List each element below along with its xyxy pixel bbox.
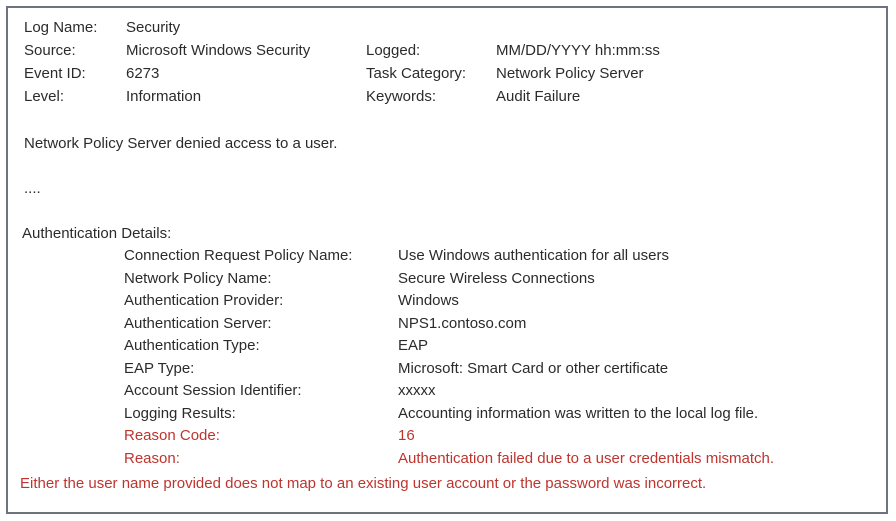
detail-value: Secure Wireless Connections bbox=[398, 269, 595, 287]
reason-explanation-text: Either the user name provided does not map to an existing user account or the password was incorrect. bbox=[20, 475, 707, 492]
keywords-value: Audit Failure bbox=[496, 88, 581, 105]
authentication-details-list bbox=[24, 245, 876, 470]
detail-row-network-policy-name bbox=[124, 268, 876, 291]
event-id-value: 6273 bbox=[126, 65, 160, 82]
detail-value: Accounting information was written to the local log file. bbox=[398, 404, 759, 422]
detail-value: Use Windows authentication for all users bbox=[398, 247, 669, 264]
event-header-row-level bbox=[24, 85, 876, 108]
source-value: Microsoft Windows Security bbox=[126, 42, 311, 59]
authentication-details-heading: Authentication Details: bbox=[22, 225, 172, 242]
level-value: Information bbox=[126, 88, 202, 105]
detail-row-authentication-server bbox=[124, 313, 876, 336]
detail-label: Reason Code: bbox=[124, 427, 220, 444]
detail-value: Authentication failed due to a user credentials mismatch. bbox=[398, 449, 775, 467]
event-log-panel bbox=[6, 6, 888, 514]
task-category-value: Network Policy Server bbox=[496, 65, 644, 82]
detail-label: Authentication Provider: bbox=[124, 292, 284, 309]
detail-row-reason bbox=[124, 448, 876, 471]
detail-value: Windows bbox=[398, 292, 459, 309]
detail-label: Network Policy Name: bbox=[124, 269, 272, 287]
task-category-label: Task Category: bbox=[366, 65, 467, 82]
keywords-label: Keywords: bbox=[366, 88, 437, 105]
detail-label: EAP Type: bbox=[124, 359, 195, 377]
log-name-label: Log Name: bbox=[24, 19, 98, 36]
detail-label: Connection Request Policy Name: bbox=[124, 247, 353, 264]
detail-value: Microsoft: Smart Card or other certificate bbox=[398, 359, 669, 377]
detail-label: Authentication Type: bbox=[124, 337, 260, 354]
logged-value: MM/DD/YYYY hh:mm:ss bbox=[496, 42, 660, 59]
level-label: Level: bbox=[24, 88, 65, 105]
event-description: Network Policy Server denied access to a user. bbox=[24, 135, 338, 152]
log-name-value: Security bbox=[126, 19, 181, 36]
detail-label: Logging Results: bbox=[124, 404, 236, 422]
detail-value: 16 bbox=[398, 427, 415, 444]
detail-row-reason-code bbox=[124, 425, 876, 448]
event-id-label: Event ID: bbox=[24, 65, 86, 82]
event-header-row-event-id bbox=[24, 62, 876, 85]
detail-row-logging-results bbox=[124, 403, 876, 426]
detail-row-authentication-provider bbox=[124, 290, 876, 313]
omitted-text-ellipsis: .... bbox=[24, 180, 41, 197]
detail-row-authentication-type bbox=[124, 335, 876, 358]
event-header-row-source bbox=[24, 39, 876, 62]
detail-value: xxxxx bbox=[398, 382, 436, 399]
detail-label: Authentication Server: bbox=[124, 314, 272, 332]
detail-label: Reason: bbox=[124, 449, 180, 467]
detail-row-account-session-identifier bbox=[124, 380, 876, 403]
logged-label: Logged: bbox=[366, 42, 421, 59]
event-header-row-log-name bbox=[24, 16, 876, 39]
detail-value: EAP bbox=[398, 337, 429, 354]
detail-label: Account Session Identifier: bbox=[124, 382, 302, 399]
detail-row-connection-request-policy bbox=[124, 245, 876, 268]
event-header bbox=[24, 16, 876, 108]
detail-row-eap-type bbox=[124, 358, 876, 381]
source-label: Source: bbox=[24, 42, 76, 59]
detail-value: NPS1.contoso.com bbox=[398, 314, 527, 332]
